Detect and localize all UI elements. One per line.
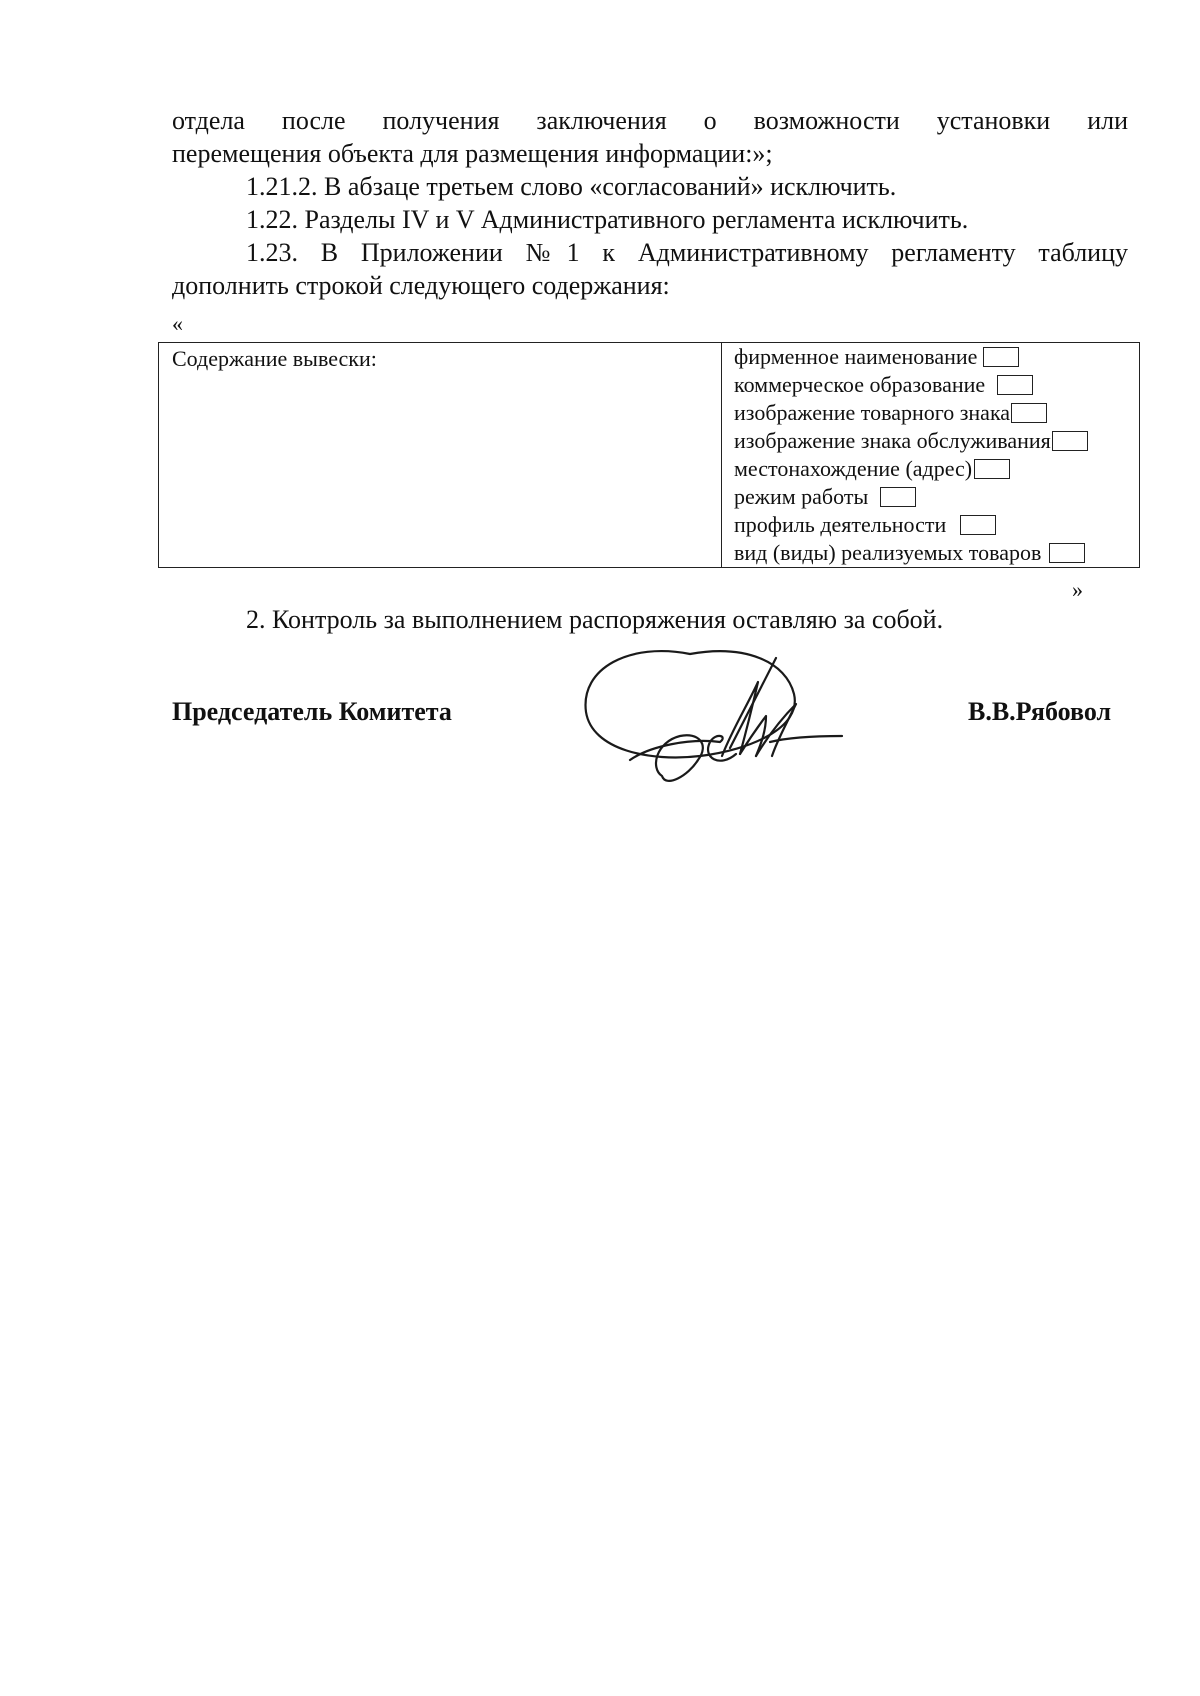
handwritten-signature: [570, 638, 860, 798]
option-checkbox[interactable]: [983, 347, 1019, 367]
opening-quote: «: [172, 311, 183, 336]
option-label: режим работы: [734, 484, 869, 509]
option-company-name: [734, 343, 1139, 371]
option-trademark-image: [734, 399, 1139, 427]
option-checkbox[interactable]: [1052, 431, 1088, 451]
table-row: [159, 343, 1140, 568]
option-activity-profile: [734, 511, 1139, 539]
option-service-mark-image: [734, 427, 1139, 455]
closing-quote: »: [1072, 577, 1083, 602]
option-working-hours: [734, 483, 1139, 511]
option-checkbox[interactable]: [960, 515, 996, 535]
option-checkbox[interactable]: [880, 487, 916, 507]
paragraph-1-23-line2: дополнить строкой следующего содержания:: [172, 271, 670, 300]
signatory-position-title: Председатель Комитета: [172, 697, 452, 726]
option-checkbox[interactable]: [997, 375, 1033, 395]
table-label-cell: [159, 343, 722, 568]
signboard-content-label: Содержание вывески:: [172, 346, 377, 371]
option-label: изображение товарного знака: [734, 400, 1011, 425]
table-options-cell: [722, 343, 1140, 568]
paragraph-continuation-line2: перемещения объекта для размещения информации:»;: [172, 139, 773, 168]
option-label: профиль деятельности: [734, 512, 947, 537]
signboard-content-table: [158, 342, 1140, 568]
paragraph-1-23-line1: 1.23. В Приложении №1 к Административному регламенту таблицу: [246, 238, 1128, 267]
option-checkbox[interactable]: [1049, 543, 1085, 563]
paragraph-1-21-2: 1.21.2. В абзаце третьем слово «согласований» исключить.: [246, 172, 897, 201]
option-label: местонахождение (адрес): [734, 456, 973, 481]
paragraph-1-22: 1.22. Разделы IV и V Административного регламента исключить.: [246, 205, 969, 234]
option-checkbox[interactable]: [1011, 403, 1047, 423]
option-label: фирменное наименование: [734, 344, 978, 369]
signatory-name: В.В.Рябовол: [968, 697, 1112, 726]
option-label: коммерческое образование: [734, 372, 986, 397]
option-goods-sold: [734, 539, 1139, 567]
option-label: изображение знака обслуживания: [734, 428, 1051, 453]
option-label: вид (виды) реализуемых товаров: [734, 540, 1042, 565]
option-location-address: [734, 455, 1139, 483]
paragraph-2-control: 2. Контроль за выполнением распоряжения оставляю за собой.: [246, 605, 944, 634]
option-commercial-designation: [734, 371, 1139, 399]
paragraph-continuation-line1: отдела после получения заключения о возможности установки или: [172, 106, 1128, 135]
option-checkbox[interactable]: [974, 459, 1010, 479]
